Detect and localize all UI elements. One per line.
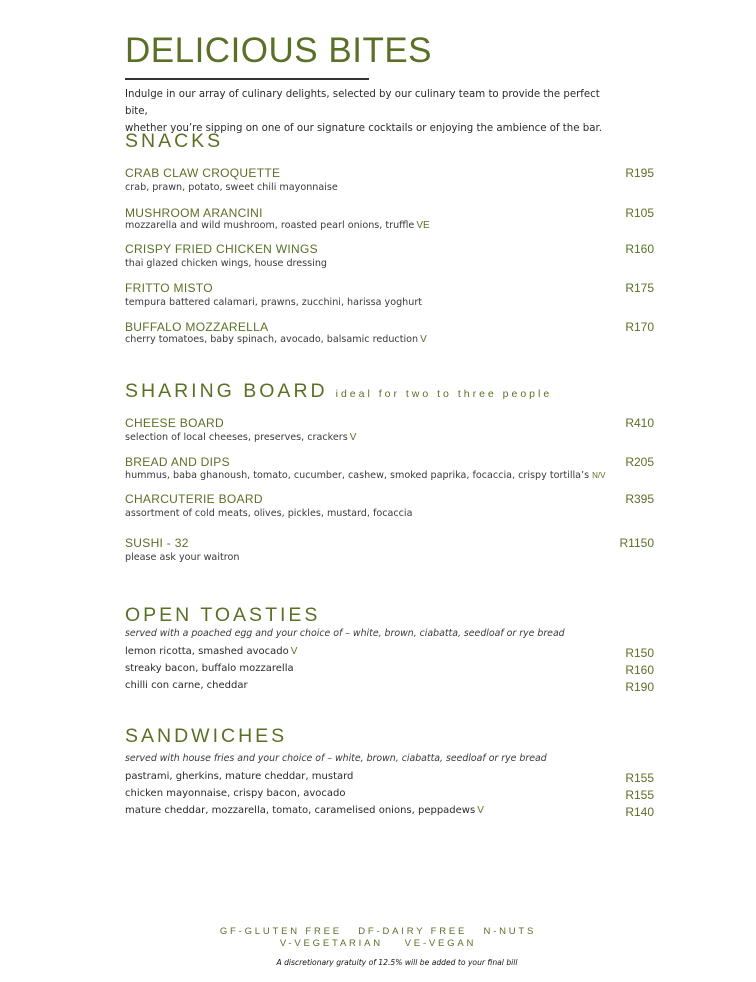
menu-item-price: R155 (625, 771, 654, 785)
snacks-heading: SNACKS (125, 130, 224, 152)
menu-item-price: R160 (625, 242, 654, 256)
menu-item-price: R195 (625, 166, 654, 180)
menu-option: chicken mayonnaise, crispy bacon, avocado (125, 788, 346, 799)
menu-item-price: R395 (625, 492, 654, 506)
diet-tag: VE (416, 220, 430, 231)
menu-item-name: MUSHROOM ARANCINI (125, 206, 263, 220)
menu-item-name: SUSHI - 32 (125, 536, 189, 550)
menu-item-name: CHARCUTERIE BOARD (125, 492, 263, 506)
diet-tag: V (290, 646, 298, 657)
sandwiches-heading: SANDWICHES (125, 725, 288, 747)
menu-item-desc: crab, prawn, potato, sweet chili mayonnaise (125, 182, 338, 193)
menu-item-name: CRAB CLAW CROQUETTE (125, 166, 281, 180)
menu-item-price: R1150 (619, 536, 654, 550)
diet-tag: V (477, 805, 484, 816)
menu-item-name: BUFFALO MOZZARELLA (125, 320, 269, 334)
sharing-subheading: ideal for two to three people (335, 388, 553, 400)
menu-item-desc: hummus, baba ghanoush, tomato, cucumber, cashew, smoked paprika, focaccia, crispy tortilla’s N/V (125, 470, 606, 481)
menu-item-price: R205 (625, 455, 654, 469)
menu-item-price: R170 (625, 320, 654, 334)
menu-item-name: CRISPY FRIED CHICKEN WINGS (125, 242, 318, 256)
menu-option: mature cheddar, mozzarella, tomato, caramelised onions, peppadews V (125, 805, 484, 816)
intro-line-2: whether you’re sipping on one of our signature cocktails or enjoying the ambience of the bar. (125, 123, 602, 134)
dietary-legend-line-2: V-VEGETARIAN VE-VEGAN (279, 938, 477, 949)
menu-item-desc: please ask your waitron (125, 552, 240, 563)
diet-tag: V (420, 334, 427, 345)
menu-item-desc: assortment of cold meats, olives, pickles, mustard, focaccia (125, 508, 413, 519)
menu-item-price: R150 (625, 646, 654, 660)
menu-item-desc: selection of local cheeses, preserves, crackers V (125, 432, 357, 443)
intro-line-1: Indulge in our array of culinary delights, selected by our culinary team to provide the perfect bite, (125, 89, 600, 117)
menu-item-desc: mozzarella and wild mushroom, roasted pearl onions, truffle VE (125, 220, 430, 231)
menu-item-price: R175 (625, 281, 654, 295)
menu-item-desc: cherry tomatoes, baby spinach, avocado, balsamic reduction V (125, 334, 427, 345)
menu-item-name: BREAD AND DIPS (125, 455, 230, 469)
menu-item-price: R190 (625, 680, 654, 694)
toasties-note: served with a poached egg and your choice of – white, brown, ciabatta, seedloaf or rye bread (125, 628, 565, 639)
menu-option: lemon ricotta, smashed avocado V (125, 646, 298, 657)
menu-item-desc: tempura battered calamari, prawns, zucchini, harissa yoghurt (125, 297, 423, 308)
menu-item-name: FRITTO MISTO (125, 281, 213, 295)
menu-option: pastrami, gherkins, mature cheddar, mustard (125, 771, 354, 782)
dietary-legend-line-1: GF-GLUTEN FREE DF-DAIRY FREE N-NUTS (219, 926, 537, 937)
menu-item-price: R155 (625, 788, 654, 802)
diet-tag: V (349, 432, 357, 443)
title-underline (125, 78, 369, 80)
page-title: DELICIOUS BITES (125, 31, 433, 70)
sharing-heading: SHARING BOARD ideal for two to three people (125, 380, 553, 402)
menu-option: streaky bacon, buffalo mozzarella (125, 663, 294, 674)
menu-item-price: R160 (625, 663, 654, 677)
sandwiches-note: served with house fries and your choice of – white, brown, ciabatta, seedloaf or rye bread (125, 753, 547, 764)
gratuity-note: A discretionary gratuity of 12.5% will be added to your final bill (276, 958, 518, 967)
menu-item-price: R140 (625, 805, 654, 819)
toasties-heading: OPEN TOASTIES (125, 604, 321, 626)
menu-option: chilli con carne, cheddar (125, 680, 248, 691)
menu-item-price: R105 (625, 206, 654, 220)
menu-item-name: CHEESE BOARD (125, 416, 224, 430)
menu-item-desc: thai glazed chicken wings, house dressing (125, 258, 328, 269)
menu-item-price: R410 (625, 416, 654, 430)
diet-tag: N/V (592, 471, 606, 480)
